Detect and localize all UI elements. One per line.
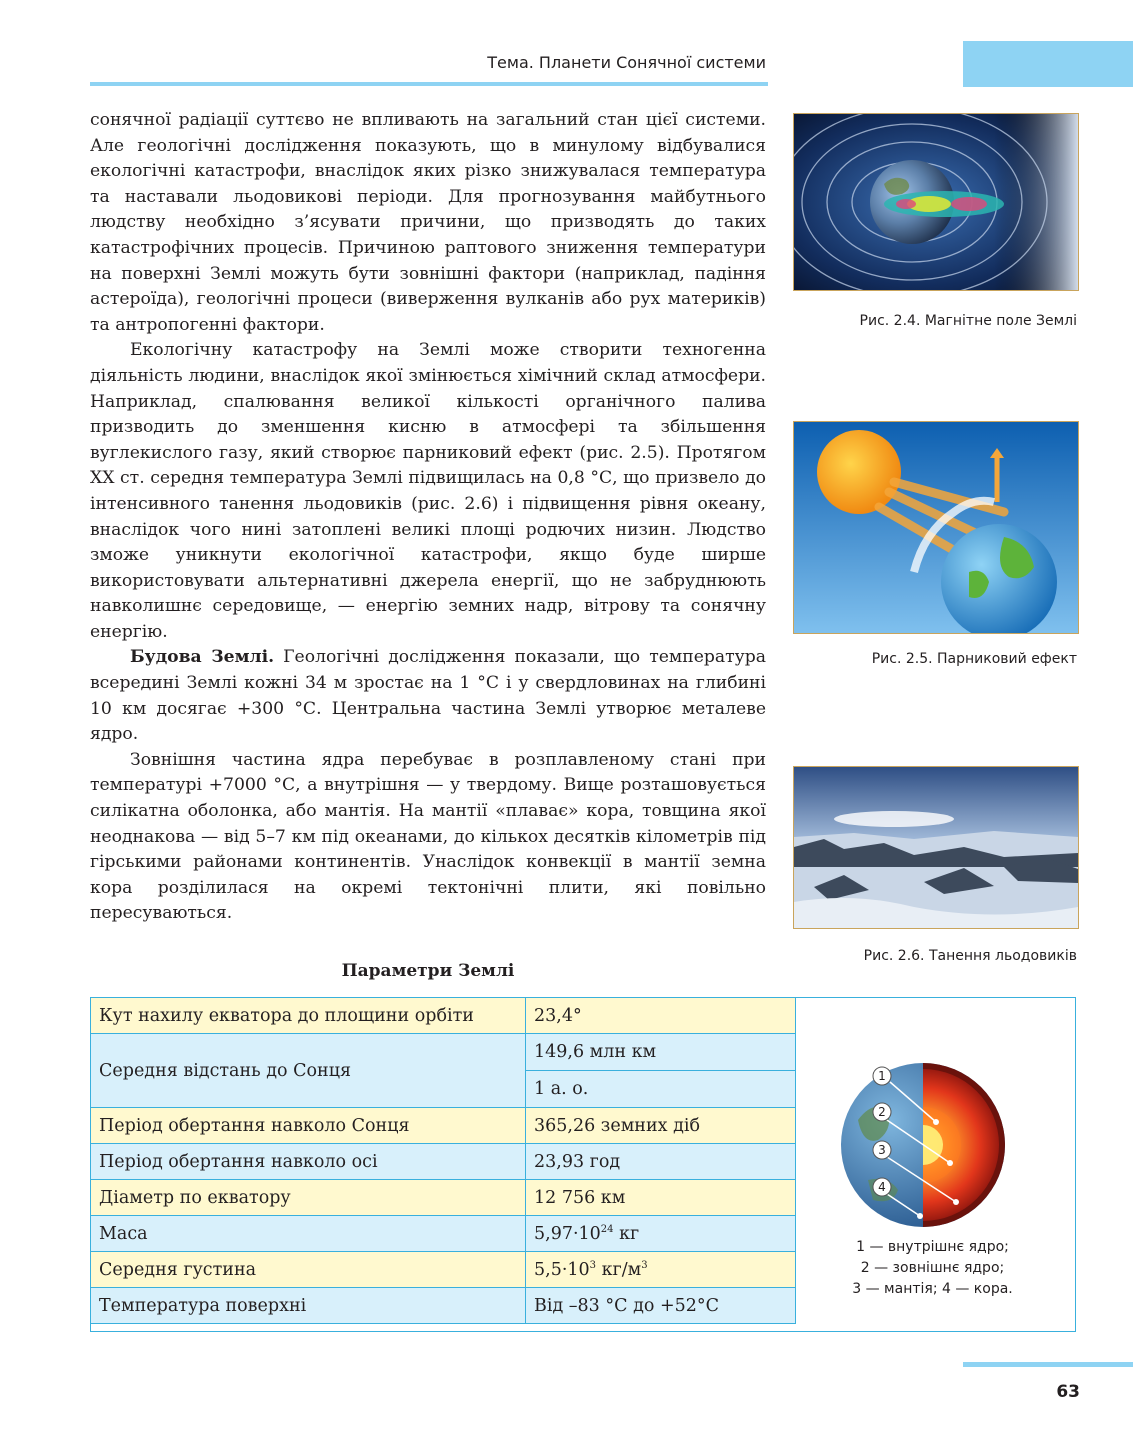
page-header-title: Тема. Планети Сонячної системи — [487, 53, 766, 72]
section-heading-earth-structure: Будова Землі. — [130, 647, 275, 668]
table-row — [91, 1252, 796, 1288]
param-value — [526, 1216, 796, 1252]
table-row — [91, 1288, 796, 1324]
mass-unit: кг — [613, 1223, 640, 1244]
param-label: Діаметр по екватору — [91, 1180, 526, 1216]
param-label: Температура поверхні — [91, 1288, 526, 1324]
param-value: 23,4° — [526, 998, 796, 1034]
marker-4-label: 4 — [878, 1180, 886, 1194]
figure-2-5-caption: Рис. 2.5. Парниковий ефект — [871, 651, 1077, 667]
density-mantissa: 5,5·10 — [534, 1259, 590, 1280]
param-label: Середня густина — [91, 1252, 526, 1288]
paragraph-4: Зовнішня частина ядра перебуває в розплавленому стані при температурі +7000 °С, а внутрішня — у твердому. Вище розташовується силікатна оболонка, або мантія. На мантії «плаває» кора, товщина якої неоднакова — від 5–7 км під океанами, до кількох десятків кілометрів під гірськими районами континентів. Унаслідок конвекції в мантії земна кора розділилася на окремі тектонічні плити, які повільно пересуваються. — [90, 749, 766, 924]
table-row — [91, 998, 796, 1034]
param-value: 12 756 км — [526, 1180, 796, 1216]
paragraph-3 — [90, 645, 766, 747]
density-unit: кг/м — [596, 1259, 642, 1280]
param-value: 1 а. о. — [526, 1071, 796, 1108]
earth-parameters-table — [90, 997, 796, 1324]
magnetic-field-image — [794, 114, 1078, 290]
figure-melting-glaciers — [793, 766, 1079, 929]
figure-2-6-caption: Рис. 2.6. Танення льодовиків — [863, 948, 1077, 964]
mass-mantissa: 5,97·10 — [534, 1223, 601, 1244]
table-row — [91, 1034, 796, 1071]
header-accent-bar — [963, 41, 1133, 87]
param-value: 23,93 год — [526, 1144, 796, 1180]
page-number: 63 — [1056, 1382, 1080, 1402]
table-row — [91, 1180, 796, 1216]
paragraph-3-text: Геологічні дослідження показали, що температура всередині Землі кожні 34 м зростає на 1 °С і у свердловинах на глибині 10 км досягає +300 °С. Центральна частина Землі утворює металеве ядро. — [90, 647, 766, 745]
figure-magnetic-field — [793, 113, 1079, 291]
legend-line: 3 — мантія; 4 — кора. — [852, 1281, 1013, 1297]
mass-exponent: 24 — [600, 1223, 614, 1235]
param-label: Період обертання навколо осі — [91, 1144, 526, 1180]
param-value: 149,6 млн км — [526, 1034, 796, 1071]
figure-greenhouse-effect — [793, 421, 1079, 634]
body-text — [90, 108, 766, 927]
density-unit-exponent: 3 — [641, 1259, 648, 1271]
marker-1-label: 1 — [878, 1069, 886, 1083]
marker-2-label: 2 — [878, 1105, 886, 1119]
param-label: Кут нахилу екватора до площини орбіти — [91, 998, 526, 1034]
param-label: Середня відстань до Сонця — [91, 1034, 526, 1108]
param-label: Період обертання навколо Сонця — [91, 1108, 526, 1144]
figure-2-4-caption: Рис. 2.4. Магнітне поле Землі — [859, 313, 1077, 329]
param-value: Від –83 °С до +52°С — [526, 1288, 796, 1324]
table-title: Параметри Землі — [341, 961, 515, 981]
table-row — [91, 1108, 796, 1144]
legend-line: 1 — внутрішнє ядро; — [856, 1239, 1009, 1255]
melting-glaciers-image — [794, 767, 1078, 928]
header-rule — [90, 82, 768, 86]
greenhouse-effect-image — [794, 422, 1078, 633]
param-label: Маса — [91, 1216, 526, 1252]
earth-structure-legend — [800, 1237, 1065, 1300]
paragraph-1: сонячної радіації суттєво не впливають на загальний стан цієї системи. Але геологічні дослідження показують, що в минулому відбувалися екологічні катастрофи, внаслідок яких різко знижувалася температура та наставали льодовикові періоди. Для прогнозування майбутнього людству необхідно з’ясувати причини, що призводять до таких катастрофічних процесів. Причиною раптового зниження температури на поверхні Землі можуть бути зовнішні фактори (наприклад, падіння астероїда), геологічні процеси (виверження вулканів або рух материків) та антропогенні фактори. — [90, 110, 766, 335]
param-value — [526, 1252, 796, 1288]
marker-3-label: 3 — [878, 1143, 886, 1157]
table-row — [91, 1144, 796, 1180]
param-value: 365,26 земних діб — [526, 1108, 796, 1144]
earth-structure-diagram — [838, 1060, 1008, 1230]
legend-line: 2 — зовнішнє ядро; — [860, 1260, 1005, 1276]
paragraph-2: Екологічну катастрофу на Землі може створити техногенна діяльність людини, внаслідок якої змінюється хімічний склад атмосфери. Наприклад, спалювання великої кількості органічного палива призводить до зменшення кисню в атмосфері та збільшення вуглекислого газу, який створює парниковий ефект (рис. 2.5). Протягом XX ст. середня температура Землі підвищилась на 0,8 °С, що призвело до інтенсивного танення льодовиків (рис. 2.6) і підвищення рівня океану, внаслідок чого нині затоплені великі площі родючих низин. Людство зможе уникнути екологічної катастрофи, якщо буде ширше використовувати альтернативні джерела енергії, що не забруднюють навколишнє середовище, — енергію земних надр, вітрову та сонячну енергію. — [90, 340, 766, 642]
density-exponent: 3 — [589, 1259, 597, 1271]
footer-rule — [963, 1362, 1133, 1367]
table-row — [91, 1216, 796, 1252]
